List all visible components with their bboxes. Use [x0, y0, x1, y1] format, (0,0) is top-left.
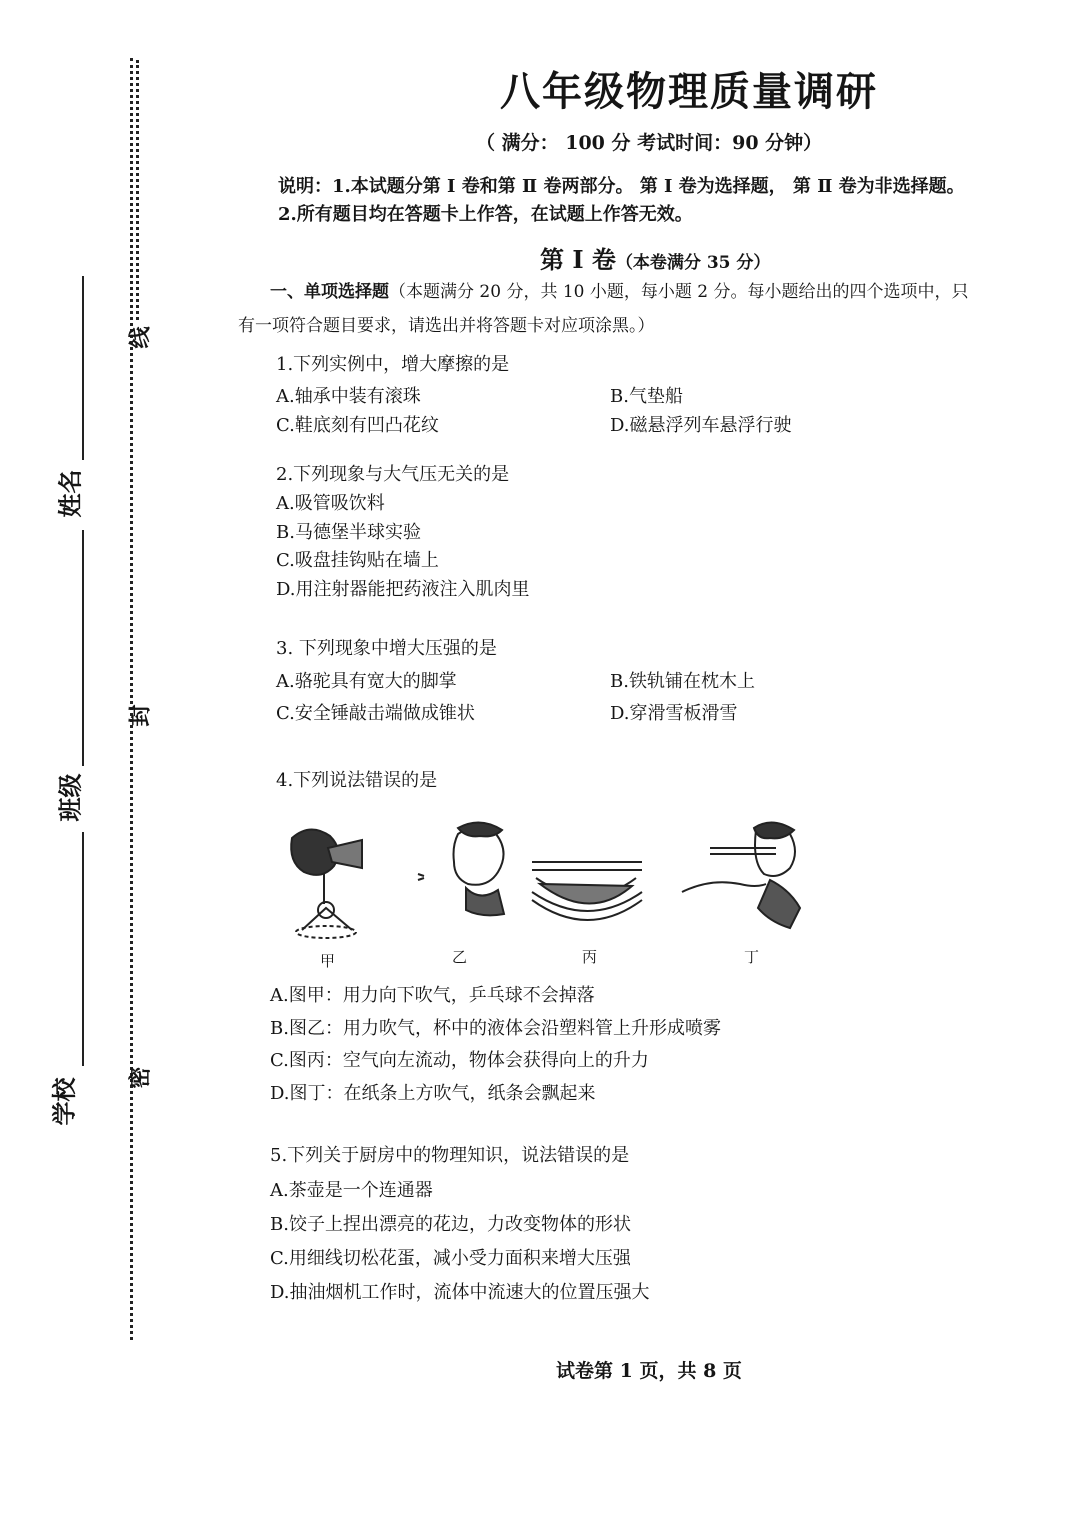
question-5-option-d: D.抽油烟机工作时，流体中流速大的位置压强大 — [270, 1282, 650, 1303]
binding-dotted-line — [130, 58, 133, 1340]
exam-note-line-2: 2.所有题目均在答题卡上作答，在试题上作答无效。 — [278, 204, 693, 225]
seal-char-secret: 密 — [127, 1066, 154, 1089]
question-4-option-a: A.图甲：用力向下吹气，乒乓球不会掉落 — [270, 985, 595, 1006]
section-instructions-line-2: 有一项符合题目要求，请选出并将答题卡对应项涂黑。） — [238, 316, 655, 336]
name-field-label: 姓名 — [55, 469, 85, 518]
question-3-option-a: A.骆驼具有宽大的脚掌 — [276, 671, 457, 692]
figure-ding-person-icon — [682, 822, 800, 928]
question-2-option-c: C.吸盘挂钩贴在墙上 — [276, 550, 439, 571]
section-title-text: 第 Ⅰ 卷 — [540, 245, 616, 274]
question-5-stem: 5.下列关于厨房中的物理知识，说法错误的是 — [270, 1145, 630, 1166]
question-4-option-c: C.图丙：空气向左流动，物体会获得向上的升力 — [270, 1050, 649, 1071]
question-4-stem: 4.下列说法错误的是 — [276, 770, 438, 791]
section-instructions-line-1 — [270, 277, 969, 302]
question-2-option-b: B.马德堡半球实验 — [276, 522, 421, 543]
section-score: （本卷满分 35 分） — [615, 253, 771, 273]
question-5-option-c: C.用细线切松花蛋，减小受力面积来增大压强 — [270, 1248, 631, 1269]
seal-char-line: 线 — [127, 326, 154, 349]
figure-label-jia: 甲 — [320, 952, 336, 970]
question-1-option-a: A.轴承中装有滚珠 — [276, 386, 421, 407]
binding-dotted-line-top — [136, 60, 139, 320]
figure-label-bing: 丙 — [582, 948, 598, 966]
school-blank-line — [82, 832, 84, 1066]
question-5-option-a: A.茶壶是一个连通器 — [270, 1180, 433, 1201]
class-blank-line — [82, 530, 84, 766]
question-2-option-d: D.用注射器能把药液注入肌肉里 — [276, 579, 530, 600]
question-3-option-d: D.穿滑雪板滑雪 — [610, 703, 738, 724]
section-title — [540, 240, 770, 275]
question-4-option-b: B.图乙：用力吹气，杯中的液体会沿塑料管上升形成喷雾 — [270, 1018, 721, 1039]
question-4-figure — [270, 818, 830, 958]
class-field-label: 班级 — [55, 773, 85, 822]
question-1-option-b: B.气垫船 — [610, 386, 683, 407]
figure-jia-hair-dryer-icon — [291, 829, 362, 938]
exam-note-line-1: 说明：1.本试题分第 Ⅰ 卷和第 Ⅱ 卷两部分。 第 Ⅰ 卷为选择题， 第 Ⅱ 卷为非选择题。 — [278, 176, 965, 197]
question-3-option-b: B.铁轨铺在枕木上 — [610, 671, 755, 692]
question-1-stem: 1.下列实例中，增大摩擦的是 — [276, 354, 510, 375]
part-instructions: （本题满分 20 分，共 10 小题，每小题 2 分。每小题给出的四个选项中，只 — [389, 282, 969, 302]
name-blank-line — [82, 276, 84, 460]
question-3-option-c: C.安全锤敲击端做成锥状 — [276, 703, 475, 724]
question-3-stem: 3. 下列现象中增大压强的是 — [276, 638, 497, 659]
part-label: 一、单项选择题 — [270, 282, 389, 302]
school-field-label: 学校 — [49, 1077, 79, 1126]
question-1-option-c: C.鞋底刻有凹凸花纹 — [276, 415, 439, 436]
figure-label-ding: 丁 — [744, 948, 760, 966]
figure-label-yi: 乙 — [452, 948, 468, 966]
page-footer: 试卷第 1 页，共 8 页 — [556, 1360, 742, 1382]
figure-bing-wing-icon — [532, 862, 642, 920]
question-2-option-a: A.吸管吸饮料 — [276, 493, 385, 514]
question-5-option-b: B.饺子上捏出漂亮的花边，力改变物体的形状 — [270, 1214, 631, 1235]
exam-title: 八年级物理质量调研 — [500, 68, 878, 115]
figure-yi-person-icon — [418, 822, 504, 915]
seal-char-seal: 封 — [127, 704, 154, 727]
question-2-stem: 2.下列现象与大气压无关的是 — [276, 464, 510, 485]
question-4-option-d: D.图丁：在纸条上方吹气，纸条会飘起来 — [270, 1083, 596, 1104]
question-1-option-d: D.磁悬浮列车悬浮行驶 — [610, 415, 792, 436]
exam-subtitle: （ 满分： 100 分 考试时间：90 分钟） — [476, 132, 823, 154]
